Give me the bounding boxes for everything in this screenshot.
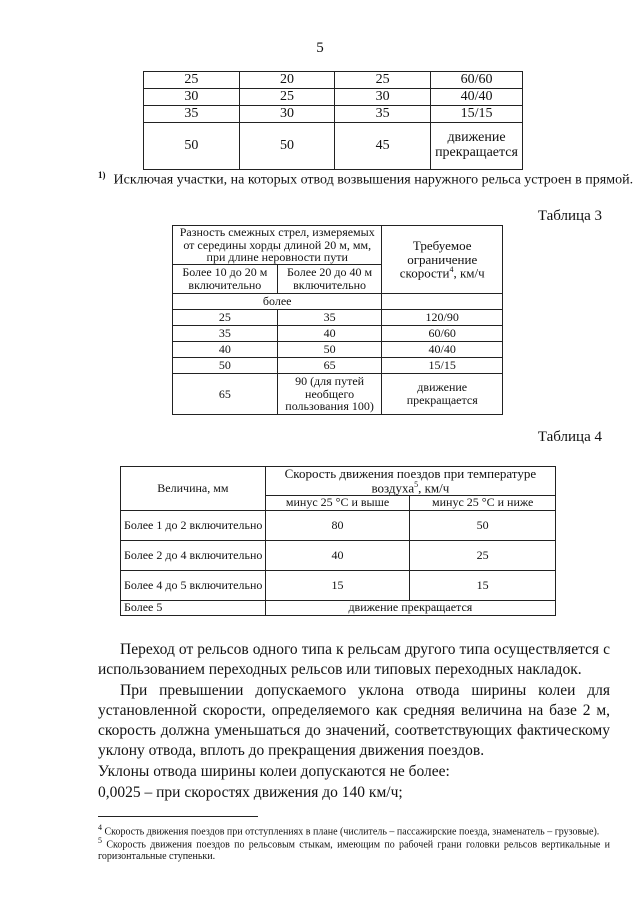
table-3 xyxy=(172,225,503,415)
table-row xyxy=(121,570,556,600)
footnote-separator xyxy=(98,816,258,817)
table-cell: 15/15 xyxy=(382,358,503,374)
table-4 xyxy=(120,466,556,616)
table-cell: 25 xyxy=(410,540,556,570)
header-text: Требуемое ограничение скорости xyxy=(399,237,478,281)
table-header-cell: Величина, мм xyxy=(121,467,266,511)
table-row xyxy=(121,540,556,570)
table-cell: 30 xyxy=(335,89,431,106)
footnote-ref: 4 xyxy=(449,265,454,275)
table-cell: движение прекращается xyxy=(382,374,503,415)
table-row xyxy=(173,358,503,374)
table-row xyxy=(173,310,503,326)
footnote-mark: 1) xyxy=(98,170,106,180)
paragraph: 0,0025 – при скоростях движения до 140 км/ч; xyxy=(98,784,403,801)
table-row xyxy=(144,89,523,106)
table-row xyxy=(173,226,503,265)
table-footnote xyxy=(98,170,633,189)
table-cell: 20 xyxy=(239,72,335,89)
table-cell: 15 xyxy=(410,570,556,600)
table-row xyxy=(121,467,556,496)
table-cell: 15 xyxy=(265,570,410,600)
table-cell: 120/90 xyxy=(382,310,503,326)
paragraph: Уклоны отвода ширины колеи допускаются не более: xyxy=(98,763,450,780)
table-header-cell: более xyxy=(173,294,382,310)
table-cell: 35 xyxy=(173,326,278,342)
footnote-text: Исключая участки, на которых отвод возвышения наружного рельса устроен в прямой. xyxy=(113,172,634,188)
table-row xyxy=(144,72,523,89)
table-row xyxy=(144,123,523,170)
table-cell: движение прекращается xyxy=(431,123,523,170)
footnote-ref: 5 xyxy=(414,479,419,489)
table-cell: 30 xyxy=(239,106,335,123)
footnote-mark: 5 xyxy=(98,836,102,845)
header-unit: , км/ч xyxy=(418,479,450,495)
table-cell: 45 xyxy=(335,123,431,170)
footnote-text: Скорость движения поездов по рельсовым стыкам, имеющим по рабочей грани головки рельсов вертикальные и горизонтальные ступеньки. xyxy=(98,839,611,863)
table-cell: 40/40 xyxy=(382,342,503,358)
table-cell: Более 2 до 4 включительно xyxy=(121,540,266,570)
table-cell: 35 xyxy=(144,106,240,123)
table-cell: 50 xyxy=(239,123,335,170)
table-cell: 80 xyxy=(265,510,410,540)
table-row xyxy=(121,510,556,540)
table-cell: Более 1 до 2 включительно xyxy=(121,510,266,540)
paragraph: Переход от рельсов одного типа к рельсам другого типа осуществляется с использованием переходных рельсов или типовых переходных накладок. xyxy=(98,641,610,678)
table-cell: Более 4 до 5 включительно xyxy=(121,570,266,600)
table-cell: 35 xyxy=(335,106,431,123)
footnote-text: Скорость движения поездов при отступлениях в плане (числитель – пассажирские поезда, знаменатель – грузовые). xyxy=(104,826,600,838)
table-cell: 25 xyxy=(335,72,431,89)
table-cell: 60/60 xyxy=(431,72,523,89)
table-row xyxy=(173,342,503,358)
table-cell: 15/15 xyxy=(431,106,523,123)
table-cell: 40 xyxy=(173,342,278,358)
table-row xyxy=(144,106,523,123)
table-cell: 65 xyxy=(277,358,382,374)
table-cell: движение прекращается xyxy=(265,600,555,615)
footnote xyxy=(98,835,610,863)
table-4-caption: Таблица 4 xyxy=(537,429,602,445)
table-top xyxy=(143,71,523,170)
table-cell: 40 xyxy=(277,326,382,342)
table-row xyxy=(173,326,503,342)
table-header-cell: минус 25 °С и выше xyxy=(265,495,410,510)
table-header-cell: минус 25 °С и ниже xyxy=(410,495,556,510)
table-cell: 35 xyxy=(277,310,382,326)
table-row xyxy=(121,600,556,615)
table-cell xyxy=(382,294,503,310)
table-row xyxy=(173,374,503,415)
table-cell: Более 5 xyxy=(121,600,266,615)
table-cell: 50 xyxy=(410,510,556,540)
table-header-cell: Более 10 до 20 м включительно xyxy=(173,265,278,294)
table-cell: 25 xyxy=(173,310,278,326)
table-cell: 50 xyxy=(173,358,278,374)
header-text: Скорость движения поездов при температуре воздуха xyxy=(284,466,537,495)
table-cell: 40 xyxy=(265,540,410,570)
header-unit: , км/ч xyxy=(453,265,485,281)
table-row xyxy=(173,294,503,310)
table-cell: 90 (для путей необщего пользования 100) xyxy=(277,374,382,415)
table-header-cell xyxy=(265,467,555,496)
table-cell: 50 xyxy=(277,342,382,358)
table-header-cell xyxy=(382,226,503,294)
table-cell: 25 xyxy=(239,89,335,106)
table-cell: 60/60 xyxy=(382,326,503,342)
table-header-cell: Более 20 до 40 м включительно xyxy=(277,265,382,294)
table-cell: 40/40 xyxy=(431,89,523,106)
table-cell: 65 xyxy=(173,374,278,415)
table-cell: 30 xyxy=(144,89,240,106)
paragraph: При превышении допускаемого уклона отвода ширины колеи для установленной скорости, определяемого как средняя величина на базе 2 м, скорость должна уменьшаться до значений, соответствующих фактическому уклону отвода, вплоть до прекращения движения поездов. xyxy=(98,682,610,759)
page-number: 5 xyxy=(316,40,324,56)
table-cell: 25 xyxy=(144,72,240,89)
table-cell: 50 xyxy=(144,123,240,170)
table-3-caption: Таблица 3 xyxy=(537,208,602,224)
footnote-mark: 4 xyxy=(98,823,102,832)
table-header-cell: Разность смежных стрел, измеряемых от середины хорды длиной 20 м, мм, при длине неровности пути xyxy=(173,226,382,265)
